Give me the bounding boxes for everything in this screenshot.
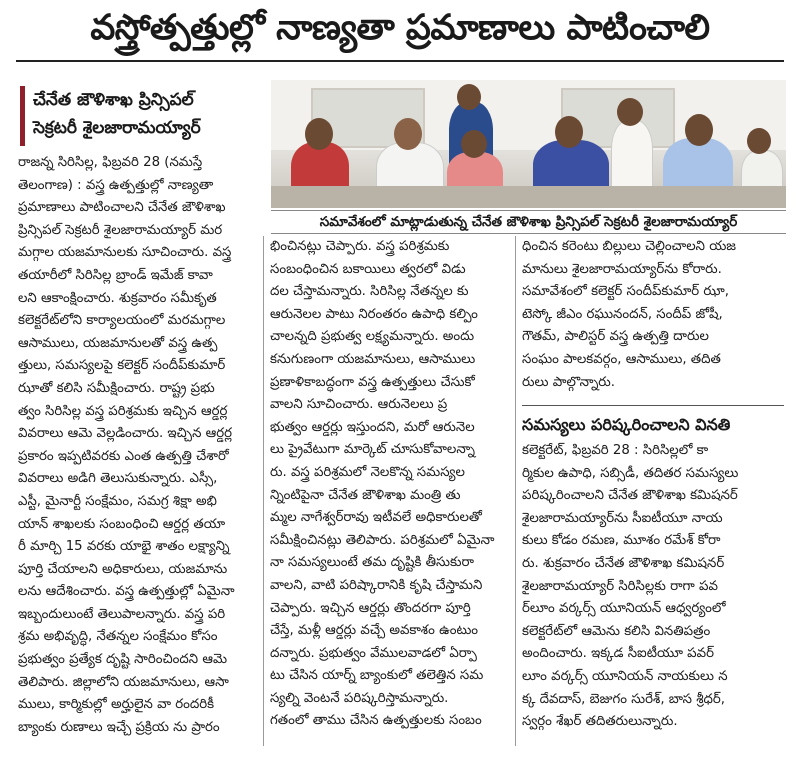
article-line: పరిష్కరించాలని చేనేత జౌళిశాఖ కమిషనర్ [522, 488, 738, 504]
kicker [20, 86, 256, 146]
photo-caption: సమావేశంలో మాట్లాడుతున్న చేనేత జౌళిశాఖ ప్రిన్సిపల్ సెక్రటరీ శైలజారామయ్యార్ [271, 210, 786, 234]
article-column-1 [18, 152, 258, 739]
article-line: ధించిన కరెంటు బిల్లులు చెల్లించాలని యజ [522, 239, 737, 254]
article-line: రులు పాల్గొన్నారు. [522, 374, 616, 390]
article-line: కలెక్టరేట్‌లో ఆమెను కలిసి వినతిపత్రం [522, 623, 711, 639]
photo-person [747, 128, 771, 154]
article-line: వివరాలు అడిగి తెలుసుకున్నారు. ఎస్సీ, [18, 471, 218, 487]
column-divider [515, 236, 516, 746]
article-line: లని ఆకాంక్షించారు. శుక్రవారం సమీకృత [18, 290, 217, 306]
headline: వస్త్రోత్పత్తుల్లో నాణ్యతా ప్రమాణాలు పాటించాలి [90, 8, 710, 48]
article-line: త్తులు, సమస్యలపై కలెక్టర్ సందీప్‌కుమార్ [18, 358, 226, 374]
subheading: సమస్యలు పరిష్కరించాలని వినతి [522, 415, 731, 434]
article-line: ర్‌లూం వర్కర్స్ యూనియన్ ఆధ్వర్యంలో [522, 601, 726, 617]
article-line: శైలజారామయ్యార్ సిరిసిల్లకు రాగా పవ [522, 578, 718, 594]
article-line: ఝాతో కలిసి సమీక్షించారు. రాష్ట్ర ప్రభు [18, 380, 215, 396]
photo-person [611, 120, 653, 192]
column-divider [263, 236, 264, 746]
subheading-rule [522, 405, 784, 406]
photo-person [461, 130, 487, 158]
article-line: టెస్కో జీఎం రఘునందన్, సందీప్ జోషీ, [522, 306, 723, 322]
article-line: శ్రమ అభివృద్ధి, నేతన్నల సంక్షేమం కోసం [18, 629, 218, 645]
kicker-line: సెక్రటరీ శైలజారామయ్యార్ [33, 118, 201, 138]
article-line: ఆరునెలల పాటు నిరంతరం ఉపాధి కల్పిం [270, 306, 478, 322]
article-line: దల చేస్తామన్నారు. సిరిసిల్ల నేతన్నల కు [270, 284, 469, 300]
article-line: మగ్గాల యజమానులకు సూచించారు. వస్త్ర [18, 245, 232, 261]
article-line: ప్రిన్సిపల్ సెక్రటరీ శైలజారామయ్యార్ మర [18, 222, 223, 238]
article-line: ప్రకారం ఇప్పటివరకు ఎంత ఉత్పత్తి చేశారో [18, 448, 229, 464]
photo-person [555, 116, 583, 148]
photo-person [394, 118, 422, 150]
article-line: చేస్తే, మళ్లీ ఆర్డర్లు వచ్చే అవకాశం ఉంటుం [270, 623, 479, 639]
article-line: సమీక్షించినట్లు తెలిపారు. పరిశ్రమలో ఏమైనా [270, 532, 495, 548]
article-line: క్క దేవదాస్, బెజుగం సురేశ్, బాస శ్రీధర్, [522, 691, 726, 707]
article-line: త్వం సిరిసిల్ల వస్త్ర పరిశ్రమకు ఇచ్చిన ఆర్డర్ల [18, 403, 228, 419]
article-line: కలెక్టరేట్‌లోని కార్యాలయంలో మరమగ్గాల [18, 313, 226, 329]
article-line: సంబంధించిన బకాయిలు త్వరలో విడు [270, 261, 466, 277]
article-line: తెలంగాణ) : వస్త్ర ఉత్పత్తుల్లో నాణ్యతా [18, 177, 214, 193]
article-line: వాలని, వాటి పరిష్కారానికి కృషి చేస్తామని [270, 577, 483, 593]
article-line: గౌతమ్, పాలిస్టర్ వస్త్ర ఉత్పత్తి దారుల [522, 329, 709, 345]
article-line: స్యల్ని వెంటనే పరిష్కరిస్తామన్నారు. [270, 690, 449, 706]
article-line: మ్మల నాగేశ్వర్‌రావు ఇటీవలే అధికారులతో [270, 510, 482, 526]
article-line: ఎస్టీ, మైనార్టీ సంక్షేమం, సమగ్ర శిక్షా అభి [18, 493, 217, 509]
meeting-photo [271, 80, 786, 208]
headline-rule [16, 60, 784, 62]
article-line: రు. శుక్రవారం చేనేత జౌళిశాఖ కమిషనర్ [522, 555, 725, 571]
article-line: లూం వర్కర్స్ యూనియన్ నాయకులు న [522, 668, 728, 684]
article-line: యాన్ శాఖలకు సంబంధించి ఆర్డర్ల తయా [18, 516, 226, 532]
article-line: ములు, కార్మికుల్లో అర్హులైన వా రందరికీ [18, 697, 215, 713]
article-line: రీ మార్చి 15 వరకు యాభై శాతం లక్ష్యాన్ని [18, 539, 230, 555]
article-line: శైలజారామయ్యార్‌ను సీఐటీయూ నాయ [522, 510, 723, 526]
article-line: లు ప్రైవేటుగా మార్కెట్ చూసుకోవాలన్నా [270, 442, 476, 458]
photo-person [617, 98, 643, 126]
article-line: కనుగుణంగా యజమానులు, ఆసాములు [270, 351, 476, 367]
article-line: రు. వస్త్ర పరిశ్రమలో నెలకొన్న సమస్యల [270, 464, 465, 480]
article-column-3 [522, 236, 784, 394]
article-line: కలెక్టరేట్, ఫిబ్రవరి 28 : సిరిసిల్లలో కా [522, 443, 709, 458]
article-line: టు చేసిన యార్న్ బ్యాంకులో తలెత్తిన సమ [270, 668, 484, 684]
article-line: ప్రమాణాలు పాటించాలని చేనేత జౌళిశాఖ [18, 200, 226, 216]
article-line: ర్మికుల ఉపాధి, సబ్సిడీ, తదితర సమస్యలు [522, 465, 739, 481]
article-line: అందించారు. ఇక్కడ సీఐటీయూ పవర్ [522, 646, 714, 662]
article-line: గతంలో తాము చేసిన ఉత్పత్తులకు సంబం [270, 713, 482, 729]
article-line: సంఘం పాలకవర్గం, ఆసాములు, తదిత [522, 351, 721, 367]
article-line: పూర్తి చేయాలని అధికారులు, యజమాను [18, 561, 228, 577]
article-line: భుత్వం ఆర్డర్లు ఇస్తుందని, మరో ఆరునెల [270, 419, 475, 435]
article-line: చెప్పారు. ఇచ్చిన ఆర్డర్లు తొందరగా పూర్తి [270, 600, 471, 616]
article-line: దన్నారు. ప్రభుత్వం వేములవాడలో ఏర్పా [270, 645, 477, 661]
article-line: కులు కోడం రమణ, మూశం రమేశ్ కోరా [522, 533, 721, 549]
article-line: చాలన్నది ప్రభుత్వ లక్ష్యమన్నారు. అందు [270, 329, 475, 345]
kicker-line: చేనేత జౌళిశాఖ ప్రిన్సిపల్ [33, 90, 194, 110]
article-line: వివరాలు ఆమె వెల్లడించారు. ఇచ్చిన ఆర్డర్ల [18, 426, 233, 442]
article-line: నా సమస్యలుంటే తమ దృష్టికి తీసుకురా [270, 555, 474, 571]
article-line: వాలని సూచించారు. ఆరునెలలు ప్ర [270, 397, 448, 413]
article-line: బ్యాంకు రుణాలు ఇచ్చే ప్రక్రియ ను ప్రారం [18, 719, 220, 735]
photo-person [457, 84, 481, 110]
article-line: ఆసాములు, యజమానులతో వస్త్ర ఉత్ప [18, 335, 218, 351]
article-line: ప్రభుత్వం ప్రత్యేక దృష్టి సారించిందని ఆమె [18, 652, 228, 668]
article-line: రాజన్న సిరిసిల్ల, ఫిబ్రవరి 28 (నమస్తే [18, 155, 203, 170]
article-line: తయారీలో సిరిసిల్ల బ్రాండ్ ఇమేజ్ కావా [18, 267, 213, 283]
article-line: ఇబ్బందులుంటే తెలుపాలన్నారు. వస్త్ర పరి [18, 606, 226, 622]
article-line: భించినట్లు చెప్పారు. వస్త్ర పరిశ్రమకు [270, 239, 450, 254]
photo-table [271, 186, 786, 208]
article-column-3-continued [522, 440, 784, 734]
article-line: లను ఆదేశించారు. వస్త్ర ఉత్పత్తుల్లో ఏమైనా [18, 584, 235, 600]
article-line: తెలిపారు. జిల్లాలోని యజమానులు, ఆసా [18, 674, 229, 690]
article-line: న్నింటిపైనా చేనేత జౌళిశాఖ మంత్రి తు [270, 487, 461, 503]
article-line: ప్రణాళికాబద్ధంగా వస్త్ర ఉత్పత్తులు చేసుకో [270, 374, 475, 390]
article-column-2 [270, 236, 510, 733]
article-line: మానులు శైలజారామయ్యార్‌ను కోరారు. [522, 261, 722, 277]
photo-person [305, 118, 333, 150]
article-line: స్వర్గం శేఖర్ తదితరులున్నారు. [522, 714, 678, 730]
article-line: సమావేశంలో కలెక్టర్ సందీప్‌కుమార్ ఝా, [522, 284, 730, 300]
photo-person [685, 114, 713, 146]
